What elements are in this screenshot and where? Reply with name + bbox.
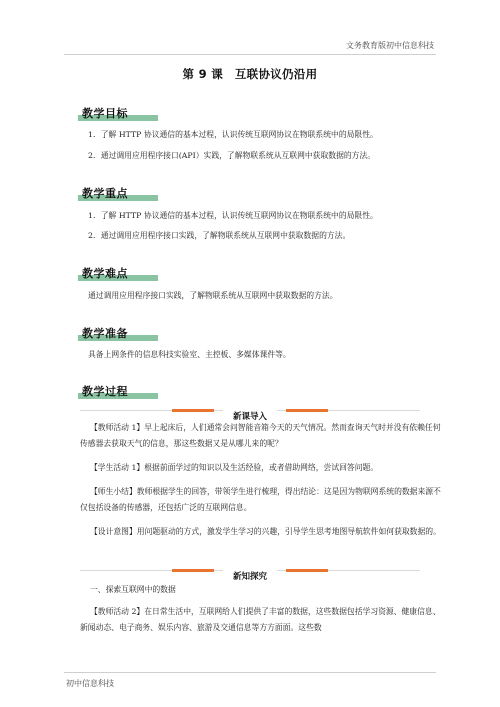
goal-item-2: 2．通过调用应用程序接口(API）实践，了解物联系统从互联网中获取数据的方法。: [88, 151, 376, 160]
subheading-accent-left: [172, 569, 214, 572]
subheading-text: 新知探究: [223, 570, 277, 582]
intro-paragraph-4: 【设计意图】用问题驱动的方式，激发学生学习的兴趣，引导学生思考地图导航软件如何获取数据的。: [90, 527, 441, 536]
subheading-accent-right: [286, 409, 328, 412]
section-heading-focus: [82, 182, 128, 198]
footer-subject: 初中信息科技: [66, 679, 114, 688]
explore-paragraph-1: 【教师活动 2】在日常生活中，互联网给人们提供了丰富的数据，这些数据包括学习资源、健康信息、新闻动态、电子商务、娱乐内容、旅游及交通信息等方方面面。这些数: [80, 607, 441, 632]
difficulty-text: 通过调用应用程序接口实践，了解物联系统从互联网中获取数据的方法。: [88, 291, 338, 300]
focus-item-2: 2．通过调用应用程序接口实践，了解物联系统从互联网中获取数据的方法。: [88, 231, 351, 240]
lesson-title: 第 9 课 互联协议仍沿用: [182, 67, 318, 81]
section-heading-text: 教学目标: [82, 107, 128, 120]
subheading-accent-right: [286, 569, 328, 572]
section-heading-text: 教学难点: [82, 267, 128, 280]
section-heading-difficulty: [82, 262, 128, 278]
intro-paragraph-2: 【学生活动 1】根据前面学过的知识以及生活经验，或者借助网络，尝试回答问题。: [90, 463, 379, 472]
subheading-text: 新课导入: [223, 410, 277, 422]
goal-item-1: 1．了解 HTTP 协议通信的基本过程，认识传统互联网协议在物联系统中的局限性。: [88, 130, 378, 139]
section-heading-process: [82, 380, 128, 396]
explore-heading-1: 一、探索互联网中的数据: [90, 585, 176, 594]
section-heading-preparation: [82, 322, 128, 338]
section-heading-goals: [82, 102, 128, 118]
subheading-accent-left: [172, 409, 214, 412]
footer-divider: [64, 672, 436, 673]
section-heading-text: 教学过程: [82, 385, 128, 398]
section-heading-text: 教学重点: [82, 187, 128, 200]
intro-paragraph-3: 【师生小结】教师根据学生的回答，带领学生进行梳理，得出结论：这是因为物联网系统的数据来源不仅包括设备的传感器，还包括广泛的互联网信息。: [80, 487, 441, 512]
intro-paragraph-1: 【教师活动 1】早上起床后，人们通常会问智能音箱今天的天气情况。然而查询天气时并没有依赖任何传感器去获取天气的信息，那这些数据又是从哪儿来的呢？: [80, 423, 441, 448]
subheading-intro: [0, 404, 500, 422]
preparation-text: 具备上网条件的信息科技实验室、主控板、多媒体课件等。: [88, 350, 291, 359]
subheading-explore: [0, 564, 500, 582]
publisher-label: 文务教育版初中信息科技: [346, 41, 434, 50]
header-divider: [64, 54, 436, 55]
section-heading-text: 教学准备: [82, 327, 128, 340]
focus-item-1: 1．了解 HTTP 协议通信的基本过程，认识传统互联网协议在物联系统中的局限性。: [88, 211, 378, 220]
